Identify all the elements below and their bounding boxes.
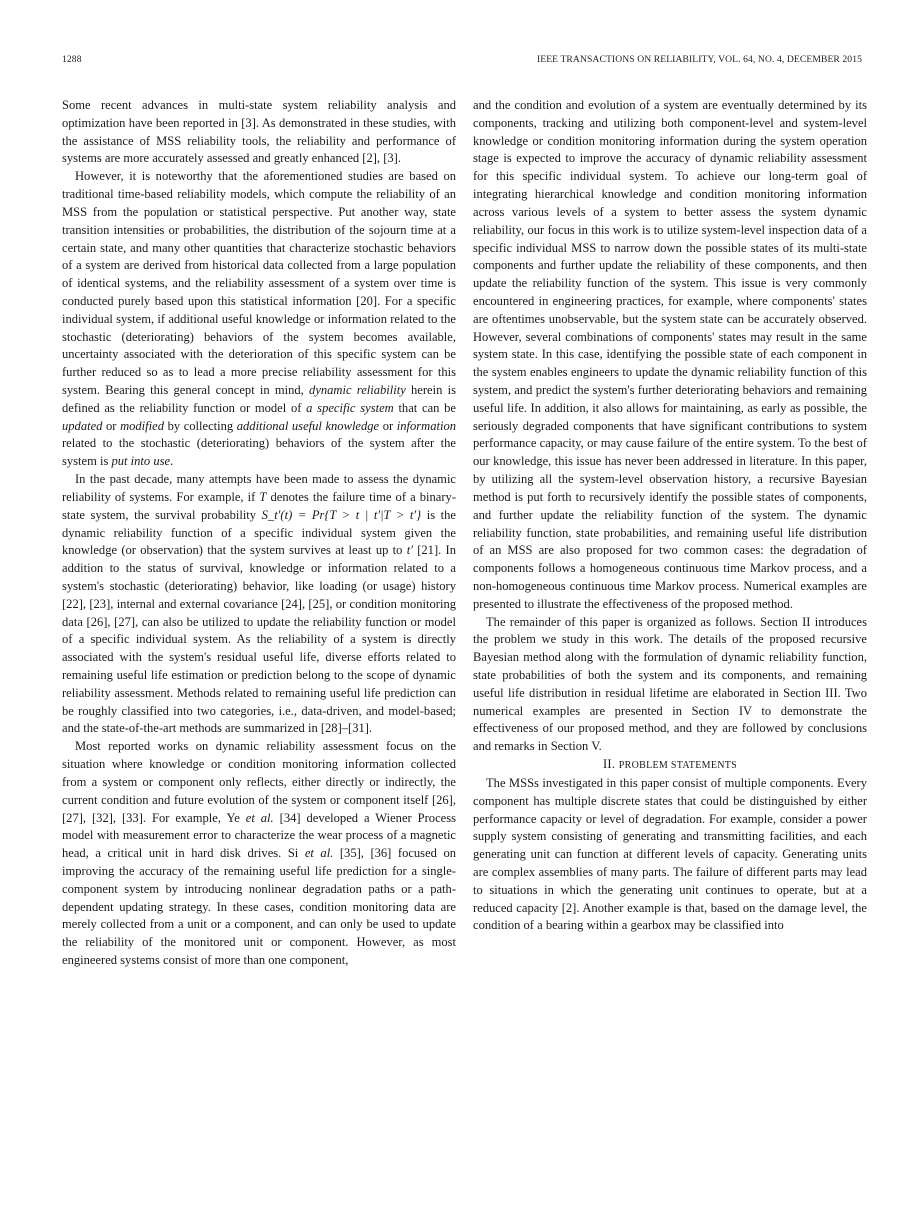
paragraph: Most reported works on dynamic reliability assessment focus on the situation where knowledge or condition monitoring information collected from a system or component only reflects, either directly or indirectly, the current condition and future evolution of the system or component itself [26], [27], [32], [33]. For example, Ye et al. [34] developed a Wiener Process model with measurement error to characterize the wear process of a magnetic head, a critical unit in hard disk drives. Si et al. [35], [36] focused on improving the accuracy of the remaining useful life prediction for a single-component system by introducing nonlinear degradation paths or a path-dependent updating strategy. In these cases, condition monitoring data are merely collected from a unit or a component, and can only be used to update the reliability of the monitored unit or component. However, as most engineered systems consist of more than one component, [62,739,456,967]
paragraph: The MSSs investigated in this paper consist of multiple components. Every component has multiple discrete states that could be distinguished by either performance capacity or level of degradation. For example, consider a power supply system consisting of generating and transmitting facilities, and each generating unit can function at different levels of capacity. Generating units are complex assemblies of many parts. The failure of different parts may lead to situations in which the generating unit continues to operate, but at a reduced capacity [2]. Another example is that, based on the damage level, the condition of a bearing within a gearbox may be classified into [473,775,867,933]
math-inline: T [259,489,267,504]
section-heading: II. PROBLEM STATEMENTS [602,757,738,772]
math-inline: t′ [406,543,413,558]
emphasis: dynamic reliability [309,383,406,397]
emphasis: information [396,418,457,433]
paragraph: and the condition and evolution of a system are eventually determined by its components, tracking and utilizing both component-level and system-level knowledge or condition monitoring information during the system operation stage is expected to improve the accuracy of dynamic reliability assessment for this specific individual system. To achieve our long-term goal of integrating hierarchical knowledge and condition monitoring information across various levels of a system to better assess the system dynamic reliability, our focus in this work is to utilize system-level inspection data of a specific individual MSS to narrow down the possible states of its multi-state components and further update the reliability of these components, and then update the reliability function of the system. This issue is very commonly encountered in engineering practices, for example, where components' states are oftentimes unobservable, but the system state can be accurately observed. However, several combinations of components' states may result in the same system state. In this case, identifying the possible state of each component in the system enables engineers to update the dynamic reliability function of this system, and predict the system's further deteriorating behaviors and remaining useful life. In addition, it also allows for maintaining, as early as possible, the seriously degraded components that have significant contributions to system performance capacity, or may cause failure of the entire system. To the best of our knowledge, this issue has never been addressed in literature. In this paper, by utilizing all the system-level observation history, a recursive Bayesian method is put forth to recursively identify the possible states of components, and further update the reliability function of the system. The dynamic reliability function, state probabilities, and remaining useful life distribution of an MSS are also proposed for two common cases: the degradation of components follows a homogeneous continuous time Markov process, and a non-homogeneous continuous time Markov process. Numerical examples are presented to illustrate the effectiveness of the proposed method. [473,98,867,611]
emphasis: put into use [111,454,171,469]
left-column [62,97,456,970]
emphasis: updated [62,418,103,433]
emphasis: a specific system [306,400,394,415]
math-formula: S_t′(t) = Pr{T > t | t′|T > t′} [261,507,422,522]
page-number: 1288 [62,54,82,65]
right-column [473,97,867,935]
emphasis: modified [120,418,164,433]
paragraph: In the past decade, many attempts have been made to assess the dynamic reliability of systems. For example, if T denotes the failure time of a binary-state system, the survival probability S_t′(t) = Pr{T > t | t′|T > t′} is the dynamic reliability function of a specific individual system given the knowledge (or observation) that the system survives at least up to t′ [21]. In addition to the status of survival, knowledge or information related to a system's stochastic (deteriorating) behavior, like loading (or usage) history [22], [23], internal and external covariance [24], [25], or condition monitoring data [26], [27], can also be utilized to update the reliability function or model of a specific individual system. As the reliability of a system is directly associated with the system's residual useful life, diverse efforts related to remaining useful life estimation or prediction belong to the scope of dynamic reliability assessment. Methods related to remaining useful life prediction can be roughly classified into two categories, i.e., data-driven, and model-based; and the state-of-the-art methods are summarized in [28]–[31]. [62,472,457,736]
paragraph: Some recent advances in multi-state system reliability analysis and optimization have been reported in [3]. As demonstrated in these studies, with the assistance of MSS reliability tools, the reliability and performance of systems are more accurately assessed and greatly enhanced [2], [3]. [62,98,456,166]
paragraph: However, it is noteworthy that the aforementioned studies are based on traditional time-based reliability models, which compute the reliability of an MSS from the population or statistical perspective. Put another way, state transition intensities or probabilities, the distribution of the sojourn time at a certain state, and many other quantities that characterize stochastic behaviors of a system are derived from historical data collected from a large population of identical systems, and the reliability assessment of a system over time is conducted purely based upon this statistical information [20]. For a specific individual system, if additional useful knowledge or information related to the stochastic (deteriorating) behaviors of the system becomes available, uncertainty associated with the deterioration of this specific system can be further reduced so as to lead a more precise reliability assessment for this system. Bearing this general concept in mind, dynamic reliability herein is defined as the reliability function or model of a specific system that can be updated or modified by collecting additional useful knowledge or information related to the stochastic (deteriorating) behaviors of the system after the system is put into use. [62,169,457,469]
emphasis: et al. [245,810,274,825]
running-header: IEEE TRANSACTIONS ON RELIABILITY, VOL. 64, NO. 4, DECEMBER 2015 [536,54,862,65]
paragraph: The remainder of this paper is organized as follows. Section II introduces the problem we study in this work. The details of the proposed recursive Bayesian method along with the formulation of dynamic reliability function, state probabilities of both the system and its components, and remaining useful life distribution in residual lifetime are elaborated in Section III. Two numerical examples are presented in Section IV to demonstrate the effectiveness of our proposed method, and they are followed by conclusions and remarks in Section V. [473,614,867,754]
emphasis: additional useful knowledge [236,418,380,433]
emphasis: et al. [304,846,334,861]
